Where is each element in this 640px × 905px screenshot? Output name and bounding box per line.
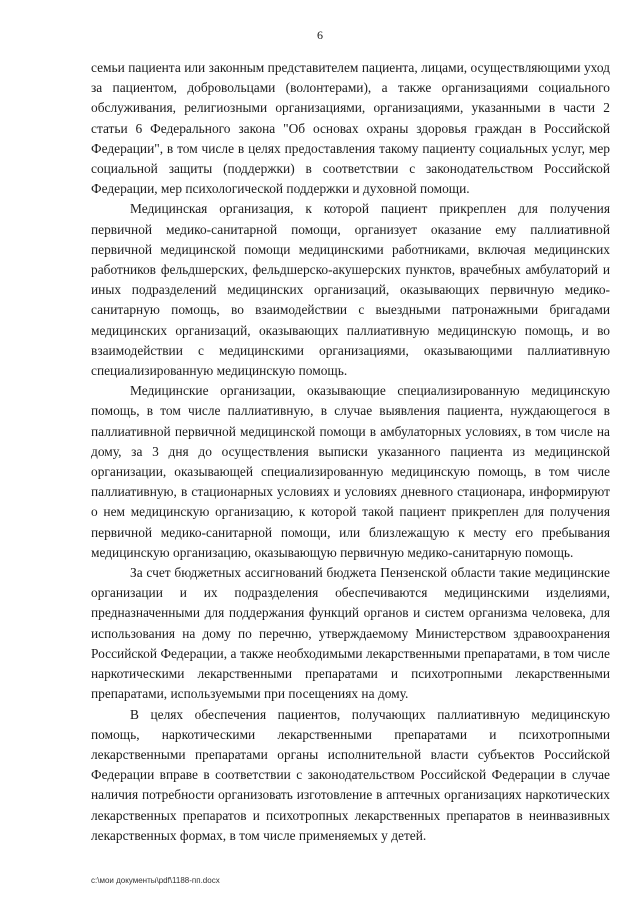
footer-file-path: c:\мои документы\pdf\1188-пп.docx [91, 876, 220, 885]
document-body [91, 58, 610, 846]
paragraph-specialized-care-discharge: Медицинские организации, оказывающие специализированную медицинскую помощь, в том числе паллиативную, в случае выявления пациента, нуждающегося в паллиативной первичной медицинской помощи в амбулаторных условиях, в том числе на дому, за 3 дня до осуществления выписки указанного пациента из медицинской организации, оказывающей специализированную медицинскую помощь, в том числе паллиативную, в стационарных условиях и условиях дневного стационара, информируют о нем медицинскую организацию, к которой такой пациент прикреплен для получения первичной медико-санитарной помощи, или близлежащую к месту его пребывания медицинскую организацию, оказывающую первичную медико-санитарную помощь. [91, 383, 610, 560]
paragraph-primary-care-organization: Медицинская организация, к которой пациент прикреплен для получения первичной медико-санитарной помощи, организует оказание ему паллиативной первичной медицинской помощи медицинскими работниками, включая медицинских работников фельдшерских, фельдшерско-акушерских пунктов, врачебных амбулаторий и иных подразделений медицинских организаций, оказывающих первичную медико-санитарную помощь, во взаимодействии с выездными патронажными бригадами медицинских организаций, оказывающих паллиативную медицинскую помощь, и во взаимодействии с медицинскими организациями, оказывающими паллиативную специализированную медицинскую помощь. [91, 201, 610, 379]
paragraph-narcotic-drugs: В целях обеспечения пациентов, получающих паллиативную медицинскую помощь, наркотическими лекарственными препаратами и психотропными лекарственными препаратами органы исполнительной власти субъектов Российской Федерации вправе в соответствии с законодательством Российской Федерации в случае наличия потребности организовать изготовление в аптечных организациях наркотических лекарственных препаратов и психотропных лекарственных препаратов в неинвазивных лекарственных формах, в том числе применяемых у детей. [91, 706, 610, 843]
paragraph-family-support: семьи пациента или законным представителем пациента, лицами, осуществляющими уход за пациентом, добровольцами (волонтерами), а также организациями социального обслуживания, религиозными организациями, организациями, указанными в части 2 статьи 6 Федерального закона "Об основах охраны здоровья граждан в Российской Федерации", в том числе в целях предоставления такому пациенту социальных услуг, мер социальной защиты (поддержки) в соответствии с законодательством Российской Федерации, мер психологической поддержки и духовной помощи. [91, 60, 610, 197]
page-number: 6 [317, 28, 323, 42]
paragraph-budget-funding: За счет бюджетных ассигнований бюджета Пензенской области такие медицинские организации и их подразделения обеспечиваются медицинскими изделиями, предназначенными для поддержания функций органов и систем организма человека, для использования на дому по перечню, утверждаемому Министерством здравоохранения Российской Федерации, а также необходимыми лекарственными препаратами, в том числе наркотическими лекарственными препаратами и психотропными лекарственными препаратами, используемыми при посещениях на дому. [91, 565, 610, 702]
